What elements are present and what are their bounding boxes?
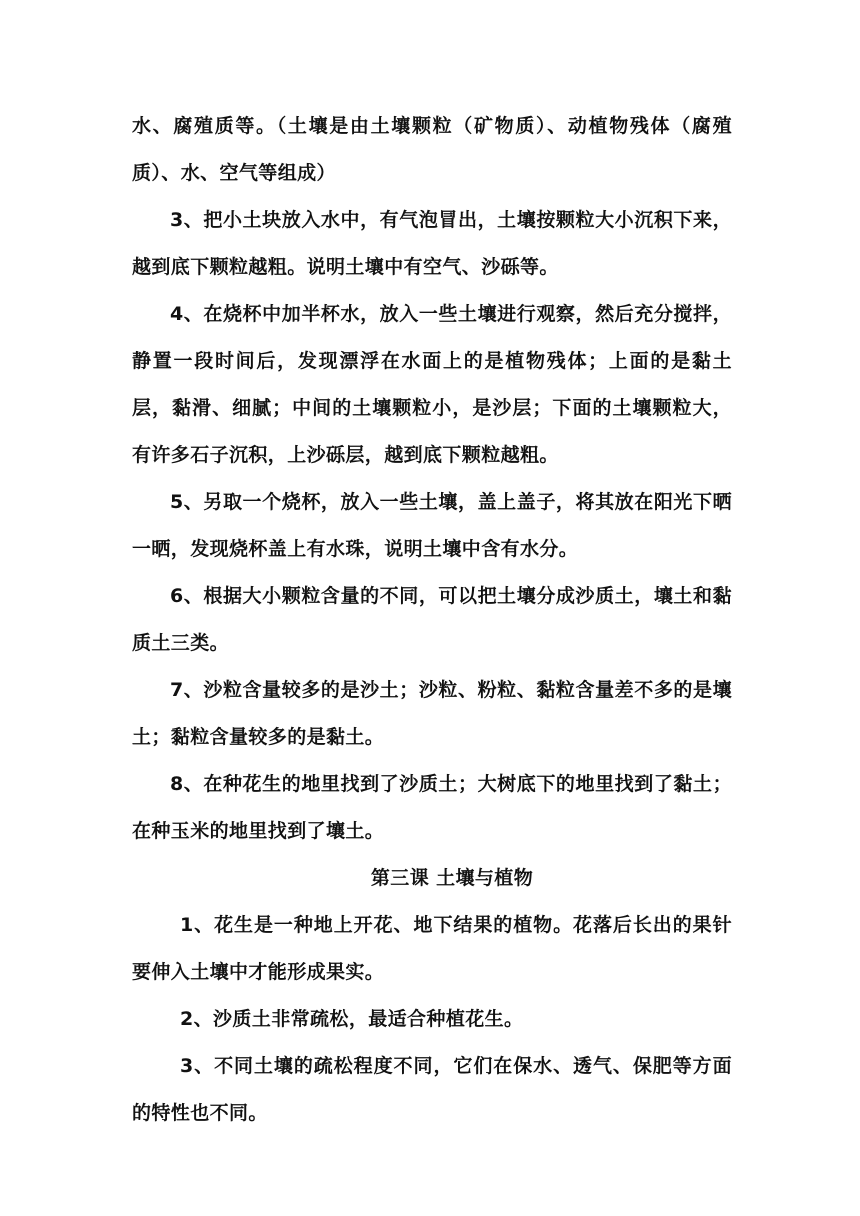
lesson-paragraph-1: 1、花生是一种地上开花、地下结果的植物。花落后长出的果针要伸入土壤中才能形成果实。 xyxy=(132,914,732,983)
paragraph-item-8: 8、在种花生的地里找到了沙质土；大树底下的地里找到了黏土；在种玉米的地里找到了壤土。 xyxy=(132,773,732,842)
paragraph-item-7: 7、沙粒含量较多的是沙土；沙粒、粉粒、黏粒含量差不多的是壤土；黏粒含量较多的是黏土。 xyxy=(132,679,732,748)
paragraph-item-4: 4、在烧杯中加半杯水，放入一些土壤进行观察，然后充分搅拌，静置一段时间后，发现漂浮在水面上的是植物残体；上面的是黏土层，黏滑、细腻；中间的土壤颗粒小，是沙层；下面的土壤颗粒大，有许多石子沉积，上沙砾层，越到底下颗粒越粗。 xyxy=(132,303,732,466)
paragraph-continued: 水、腐殖质等。（土壤是由土壤颗粒（矿物质）、动植物残体（腐殖质）、水、空气等组成） xyxy=(132,115,732,184)
lesson-paragraph-2: 2、沙质土非常疏松，最适合种植花生。 xyxy=(180,1008,524,1030)
lesson-paragraph-3: 3、不同土壤的疏松程度不同，它们在保水、透气、保肥等方面的特性也不同。 xyxy=(132,1055,732,1124)
paragraph-item-3: 3、把小土块放入水中，有气泡冒出，土壤按颗粒大小沉积下来，越到底下颗粒越粗。说明土壤中有空气、沙砾等。 xyxy=(132,209,732,278)
lesson-title: 第三课 土壤与植物 xyxy=(370,867,534,889)
paragraph-item-5: 5、另取一个烧杯，放入一些土壤，盖上盖子，将其放在阳光下晒一晒，发现烧杯盖上有水珠，说明土壤中含有水分。 xyxy=(132,491,732,560)
paragraph-item-6: 6、根据大小颗粒含量的不同，可以把土壤分成沙质土，壤土和黏质土三类。 xyxy=(132,585,732,654)
document-body xyxy=(132,103,732,1137)
